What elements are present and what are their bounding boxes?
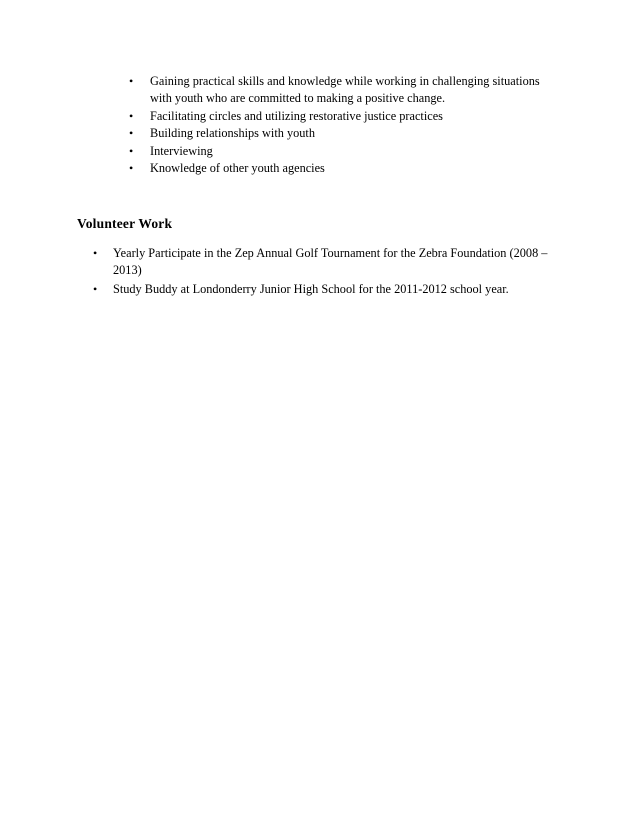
section-heading-volunteer-work: Volunteer Work <box>77 216 173 231</box>
list-item <box>129 143 560 160</box>
bullet-icon: • <box>93 246 98 260</box>
bullet-icon: • <box>129 108 134 123</box>
volunteer-bullet-list <box>93 245 568 299</box>
list-item <box>129 73 560 107</box>
list-item <box>129 125 560 142</box>
list-item-text: Study Buddy at Londonderry Junior High School for the 2011-2012 school year. <box>113 281 509 296</box>
list-item-text: Knowledge of other youth agencies <box>150 161 325 176</box>
bullet-icon: • <box>93 281 98 296</box>
list-item <box>129 108 560 125</box>
skills-bullet-list <box>129 73 560 178</box>
list-item-text: Facilitating circles and utilizing restorative justice practices <box>150 108 443 123</box>
list-item <box>129 160 560 177</box>
list-item-text: Building relationships with youth <box>150 126 315 141</box>
list-item <box>93 245 568 279</box>
bullet-icon: • <box>129 161 134 176</box>
list-item-text: Gaining practical skills and knowledge while working in challenging situations with youth who are committed to making a positive change. <box>150 74 540 105</box>
list-item-text: Interviewing <box>150 143 213 158</box>
bullet-icon: • <box>129 74 134 88</box>
list-item-text: Yearly Participate in the Zep Annual Golf Tournament for the Zebra Foundation (2008 – 2013) <box>113 246 548 277</box>
bullet-icon: • <box>129 126 134 141</box>
list-item <box>93 281 568 298</box>
bullet-icon: • <box>129 143 134 158</box>
